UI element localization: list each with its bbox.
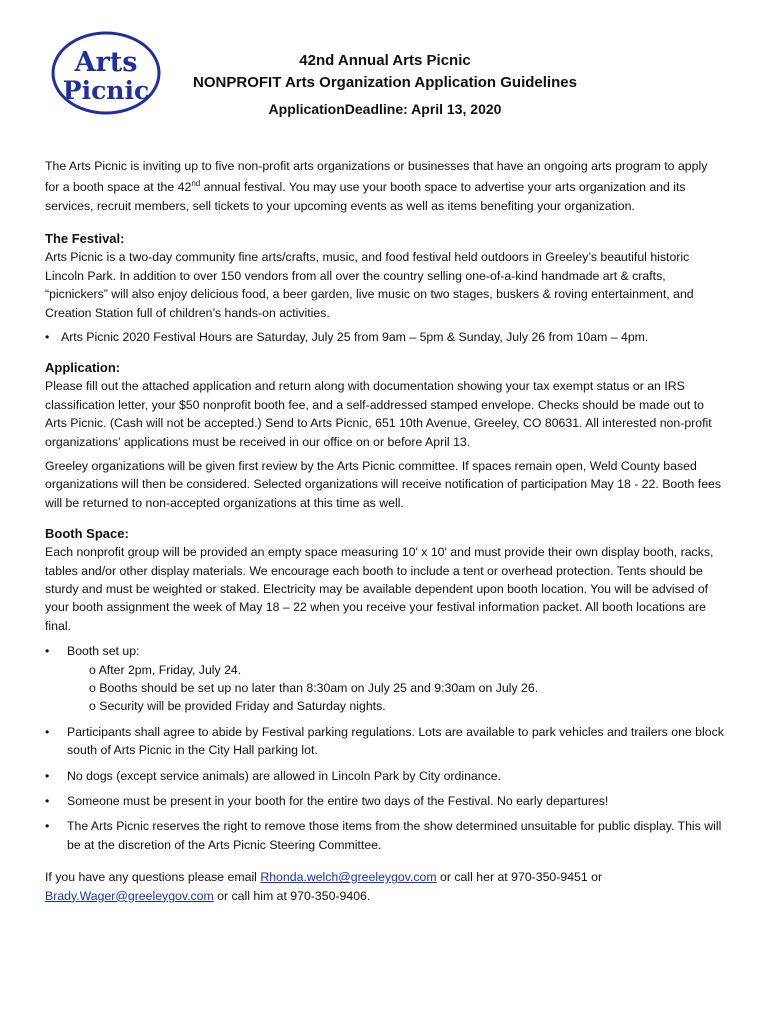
contact-paragraph: If you have any questions please email Rhonda.welch@greeleygov.com or call her at 970-350-9451 or Brady.Wager@greeleygov.com or call him at 970-350-9406. — [45, 870, 603, 903]
booth-setup-item: • Booth set up: — [45, 644, 140, 659]
document-body — [45, 157, 725, 905]
document-title: 42nd Annual Arts Picnic — [299, 52, 471, 69]
removal-item: • The Arts Picnic reserves the right to remove those items from the show determined unsuitable for public display. This will be at the discretion of the Arts Picnic Steering Committee. — [45, 819, 722, 852]
festival-hours-item: • Arts Picnic 2020 Festival Hours are Saturday, July 25 from 9am – 5pm & Sunday, July 26 from 10am – 4pm. — [45, 329, 649, 344]
booth-paragraph: Each nonprofit group will be provided an empty space measuring 10' x 10' and must provide their own display booth, racks, tables and/or other display materials. We encourage each booth to include a tent or overhead protection. Tents should be sturdy and must be weighted or staked. Electricity may be available dependent upon booth location. You will be advised of your booth assignment the week of May 18 – 22 when you receive your festival information packet. All booth locations are final. — [45, 545, 714, 633]
setup-subitem: o Security will be provided Friday and Saturday nights. — [89, 699, 386, 714]
application-paragraph-1: Please fill out the attached application and return along with documentation showing your tax exempt status or an IRS classification letter, your $50 nonprofit booth fee, and a self-addressed stamped envelope. Checks should be made out to Arts Picnic. (Cash will not be accepted.) Send to Arts Picnic, 651 10th Avenue, Greeley, CO 80631. All interested non-profit organizations’ applications must be received in our office on or before April 13. — [45, 379, 712, 449]
document-header — [160, 50, 610, 120]
document-subtitle: NONPROFIT Arts Organization Application Guidelines — [193, 74, 577, 91]
application-deadline: ApplicationDeadline: April 13, 2020 — [268, 101, 502, 117]
festival-heading: The Festival: — [45, 231, 125, 247]
setup-subitem: o After 2pm, Friday, July 24. — [89, 662, 242, 677]
booth-heading: Booth Space: — [45, 526, 129, 542]
email-link-brady[interactable]: Brady.Wager@greeleygov.com — [45, 888, 214, 903]
logo-line2: Picnic — [62, 76, 150, 105]
arts-picnic-logo — [50, 31, 162, 115]
presence-item: • Someone must be present in your booth for the entire two days of the Festival. No early departures! — [45, 794, 609, 809]
parking-item: • Participants shall agree to abide by Festival parking regulations. Lots are available to park vehicles and trailers one block south of Arts Picnic in the City Hall parking lot. — [45, 724, 724, 758]
setup-subitem: o Booths should be set up no later than 8:30am on July 25 and 9:30am on July 26. — [89, 681, 539, 696]
logo-line1: Arts — [74, 47, 138, 78]
application-heading: Application: — [45, 360, 121, 376]
email-link-rhonda[interactable]: Rhonda.welch@greeleygov.com — [260, 870, 437, 885]
festival-paragraph: Arts Picnic is a two-day community fine arts/crafts, music, and food festival held outdoors in Greeley’s beautiful historic Lincoln Park. In addition to over 150 vendors from all over the country selling one-of-a-kind handmade art & crafts, “picnickers” will also enjoy delicious food, a beer garden, live music on two stages, buskers & roving entertainment, and Creation Station full of children’s hands-on activities. — [45, 250, 694, 320]
dogs-item: • No dogs (except service animals) are allowed in Lincoln Park by City ordinance. — [45, 768, 502, 783]
application-paragraph-2: Greeley organizations will be given first review by the Arts Picnic committee. If spaces remain open, Weld County based organizations will then be considered. Selected organizations will receive notification of participation May 18 - 22. Booth fees will be returned to non-accepted organizations at this time as well. — [45, 458, 722, 510]
intro-paragraph: The Arts Picnic is inviting up to five non-profit arts organizations or businesses that have an ongoing arts program to apply for a booth space at the 42nd annual festival. You may use your booth space to advertise your arts organization and its services, recruit members, sell tickets to your upcoming events as well as items benefiting your organization. — [45, 159, 708, 213]
